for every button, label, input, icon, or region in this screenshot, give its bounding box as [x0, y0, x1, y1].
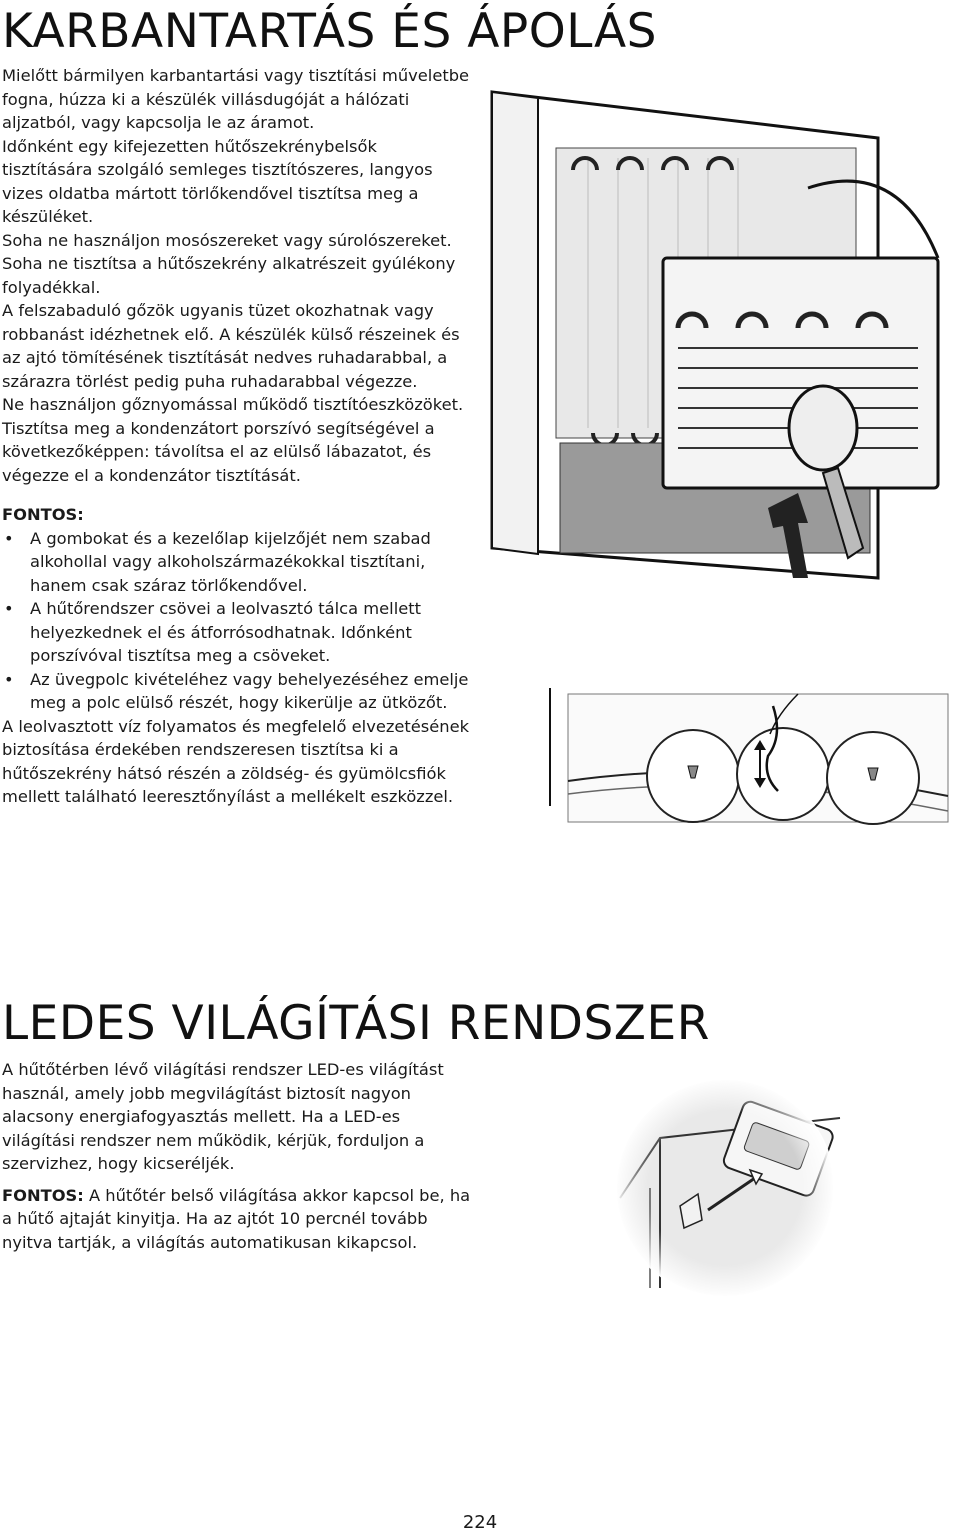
- list-item: [2, 668, 472, 715]
- bullet-icon: •: [4, 599, 14, 618]
- paragraph: Ne használjon gőznyomással működő tisztítóeszközöket.: [2, 395, 464, 414]
- paragraph: Tisztítsa meg a kondenzátort porszívó segítségével a következőképpen: távolítsa el az elülső lábazatot, és végezze el a kondenzátor tisztítását.: [2, 418, 435, 485]
- page-number: 224: [462, 1512, 498, 1533]
- important-list: [2, 527, 472, 715]
- paragraph: A hűtőtérben lévő világítási rendszer LED-es világítást használ, amely jobb megvilágítást biztosít nagyon alacsony energiafogyasztás mellett. Ha a LED-es világítási rendszer nem működik, kérjük, forduljon a szervizhez, hogy kicseréljék.: [2, 1060, 444, 1173]
- paragraph: A felszabaduló gőzök ugyanis tüzet okozhatnak vagy robbanást idézhetnek elő. A készülék külső részeinek és az ajtó tömítésének tisztítását nedves ruhadarabbal, a szárazra törlést pedig puha ruhadarabbal végezze.: [2, 301, 460, 391]
- paragraph: Időnként egy kifejezetten hűtőszekrénybelsők tisztítására szolgáló semleges tisztítószeres, langyos vizes oldatba mártott törlőkendővel tisztítsa meg a készüléket.: [2, 136, 433, 226]
- important-label: FONTOS:: [2, 505, 84, 524]
- list-item: [2, 527, 472, 598]
- important-text: A hűtőtér belső világítása akkor kapcsol be, ha a hűtő ajtaját kinyitja. Ha az ajtót 10 percnél tovább nyitva tartják, a világítás automatikusan kikapcsol.: [2, 1185, 471, 1252]
- list-item: [2, 597, 472, 668]
- drain-cleaning-illustration: [548, 686, 958, 826]
- led-light-illustration: [590, 1078, 860, 1298]
- important-label: FONTOS:: [2, 1185, 84, 1205]
- important-note: [2, 1184, 472, 1255]
- paragraph: Soha ne használjon mosószereket vagy súrolószereket.: [2, 230, 452, 250]
- bullet-icon: •: [4, 669, 14, 689]
- bullet-icon: •: [4, 528, 14, 548]
- list-item-text: Az üvegpolc kivételéhez vagy behelyezéséhez emelje meg a polc elülső részét, hogy kikerülje az ütközőt.: [30, 669, 469, 712]
- list-item-text: A gombokat és a kezelőlap kijelzőjét nem szabad alkohollal vagy alkoholszármazékokkal tisztítani, hanem csak száraz törlőkendővel.: [30, 528, 431, 595]
- paragraph: Soha ne tisztítsa a hűtőszekrény alkatrészeit gyúlékony folyadékkal.: [2, 254, 456, 297]
- maintenance-text-column: [2, 64, 472, 809]
- led-text-column: [2, 1058, 472, 1254]
- list-item-text: A hűtőrendszer csövei a leolvasztó tálca mellett helyezkednek el és átforrósodhatnak. Időnként porszívóval tisztítsa meg a csöveket.: [30, 599, 421, 665]
- condenser-cleaning-illustration: [478, 78, 958, 588]
- paragraph: Mielőtt bármilyen karbantartási vagy tisztítási műveletbe fogna, húzza ki a készülék villásdugóját a hálózati aljzatból, vagy kapcsolja le az áramot.: [2, 66, 470, 132]
- closing-paragraph: A leolvasztott víz folyamatos és megfelelő elvezetésének biztosítása érdekében rendszeresen tisztítsa ki a hűtőszekrény hátsó részén a zöldség- és gyümölcsfiók mellett található leeresztőnyílást a mellékelt eszközzel.: [2, 716, 470, 806]
- section-title-maintenance: KARBANTARTÁS ÉS ÁPOLÁS: [2, 4, 658, 59]
- section-title-led-lighting: LEDES VILÁGÍTÁSI RENDSZER: [2, 996, 710, 1051]
